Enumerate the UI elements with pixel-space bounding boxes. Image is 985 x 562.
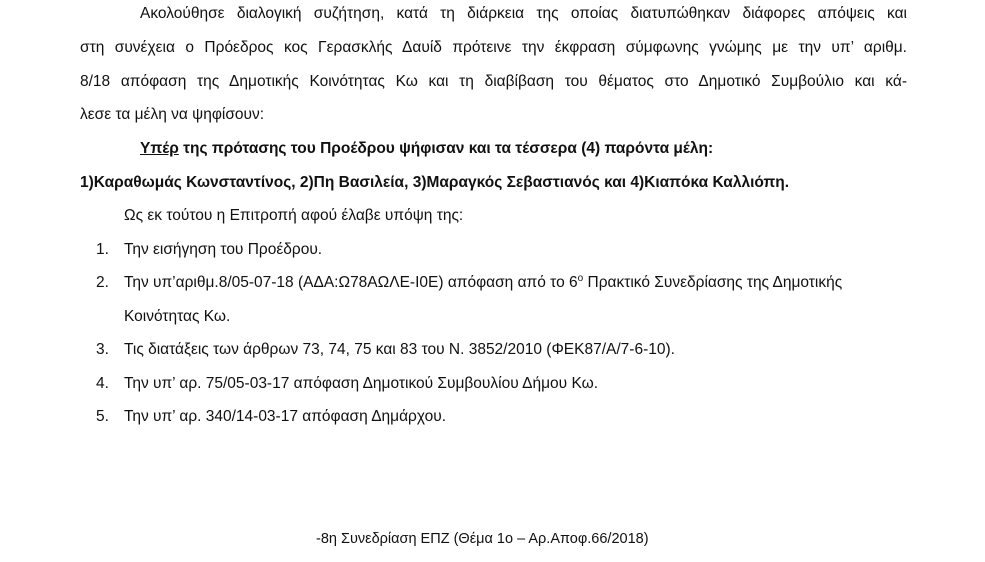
list-item	[124, 273, 842, 293]
list-item-text: Την υπ’αριθμ.8/05-07-18 (ΑΔΑ:Ω78ΑΩΛΕ-Ι0Ε) απόφαση από το 6	[124, 274, 578, 291]
considering-intro: Ως εκ τούτου η Επιτροπή αφού έλαβε υπόψη της:	[124, 207, 464, 224]
paragraph-line: Ακολούθησε διαλογική συζήτηση, κατά τη διάρκεια της οποίας διατυπώθηκαν διάφορες απόψεις και	[140, 5, 907, 22]
vote-statement	[140, 139, 713, 159]
vote-in-favor-label: Υπέρ	[140, 140, 179, 157]
list-item-number: 1.	[96, 241, 109, 258]
list-item: Την υπ’ αρ. 75/05-03-17 απόφαση Δημοτικού Συμβουλίου Δήμου Κω.	[124, 375, 599, 392]
paragraph-line: 8/18 απόφαση της Δημοτικής Κοινότητας Κω και τη διαβίβαση του θέματος στο Δημοτικό Συμβούλιο και κά-	[80, 73, 907, 90]
list-item-number: 4.	[96, 375, 109, 392]
list-item-number: 3.	[96, 341, 109, 358]
paragraph-line: στη συνέχεια ο Πρόεδρος κος Γερασκλής Δαυίδ πρότεινε την έκφραση σύμφωνης γνώμης με την υπ’ αριθμ.	[80, 39, 907, 56]
list-item: Τις διατάξεις των άρθρων 73, 74, 75 και 83 του Ν. 3852/2010 (ΦΕΚ87/Α/7-6-10).	[124, 341, 675, 358]
page-footer: -8η Συνεδρίαση ΕΠΖ (Θέμα 1ο – Αρ.Αποφ.66/2018)	[316, 531, 649, 547]
list-item: Την υπ’ αρ. 340/14-03-17 απόφαση Δημάρχου.	[124, 408, 446, 425]
list-item-continuation: Κοινότητας Κω.	[124, 308, 231, 325]
ordinal-superscript: ο	[577, 272, 584, 284]
voting-members: 1)Καραθωμάς Κωνσταντίνος, 2)Πη Βασιλεία, 3)Μαραγκός Σεβαστιανός και 4)Κιαπόκα Καλλιόπη.	[80, 174, 790, 191]
list-item-number: 2.	[96, 274, 109, 291]
list-item-number: 5.	[96, 408, 109, 425]
list-item-text: Πρακτικό Συνεδρίασης της Δημοτικής	[583, 274, 843, 291]
list-item: Την εισήγηση του Προέδρου.	[124, 241, 323, 258]
vote-statement-text: της πρότασης του Προέδρου ψήφισαν και τα τέσσερα (4) παρόντα μέλη:	[178, 140, 714, 157]
paragraph-line: λεσε τα μέλη να ψηφίσουν:	[80, 106, 265, 123]
